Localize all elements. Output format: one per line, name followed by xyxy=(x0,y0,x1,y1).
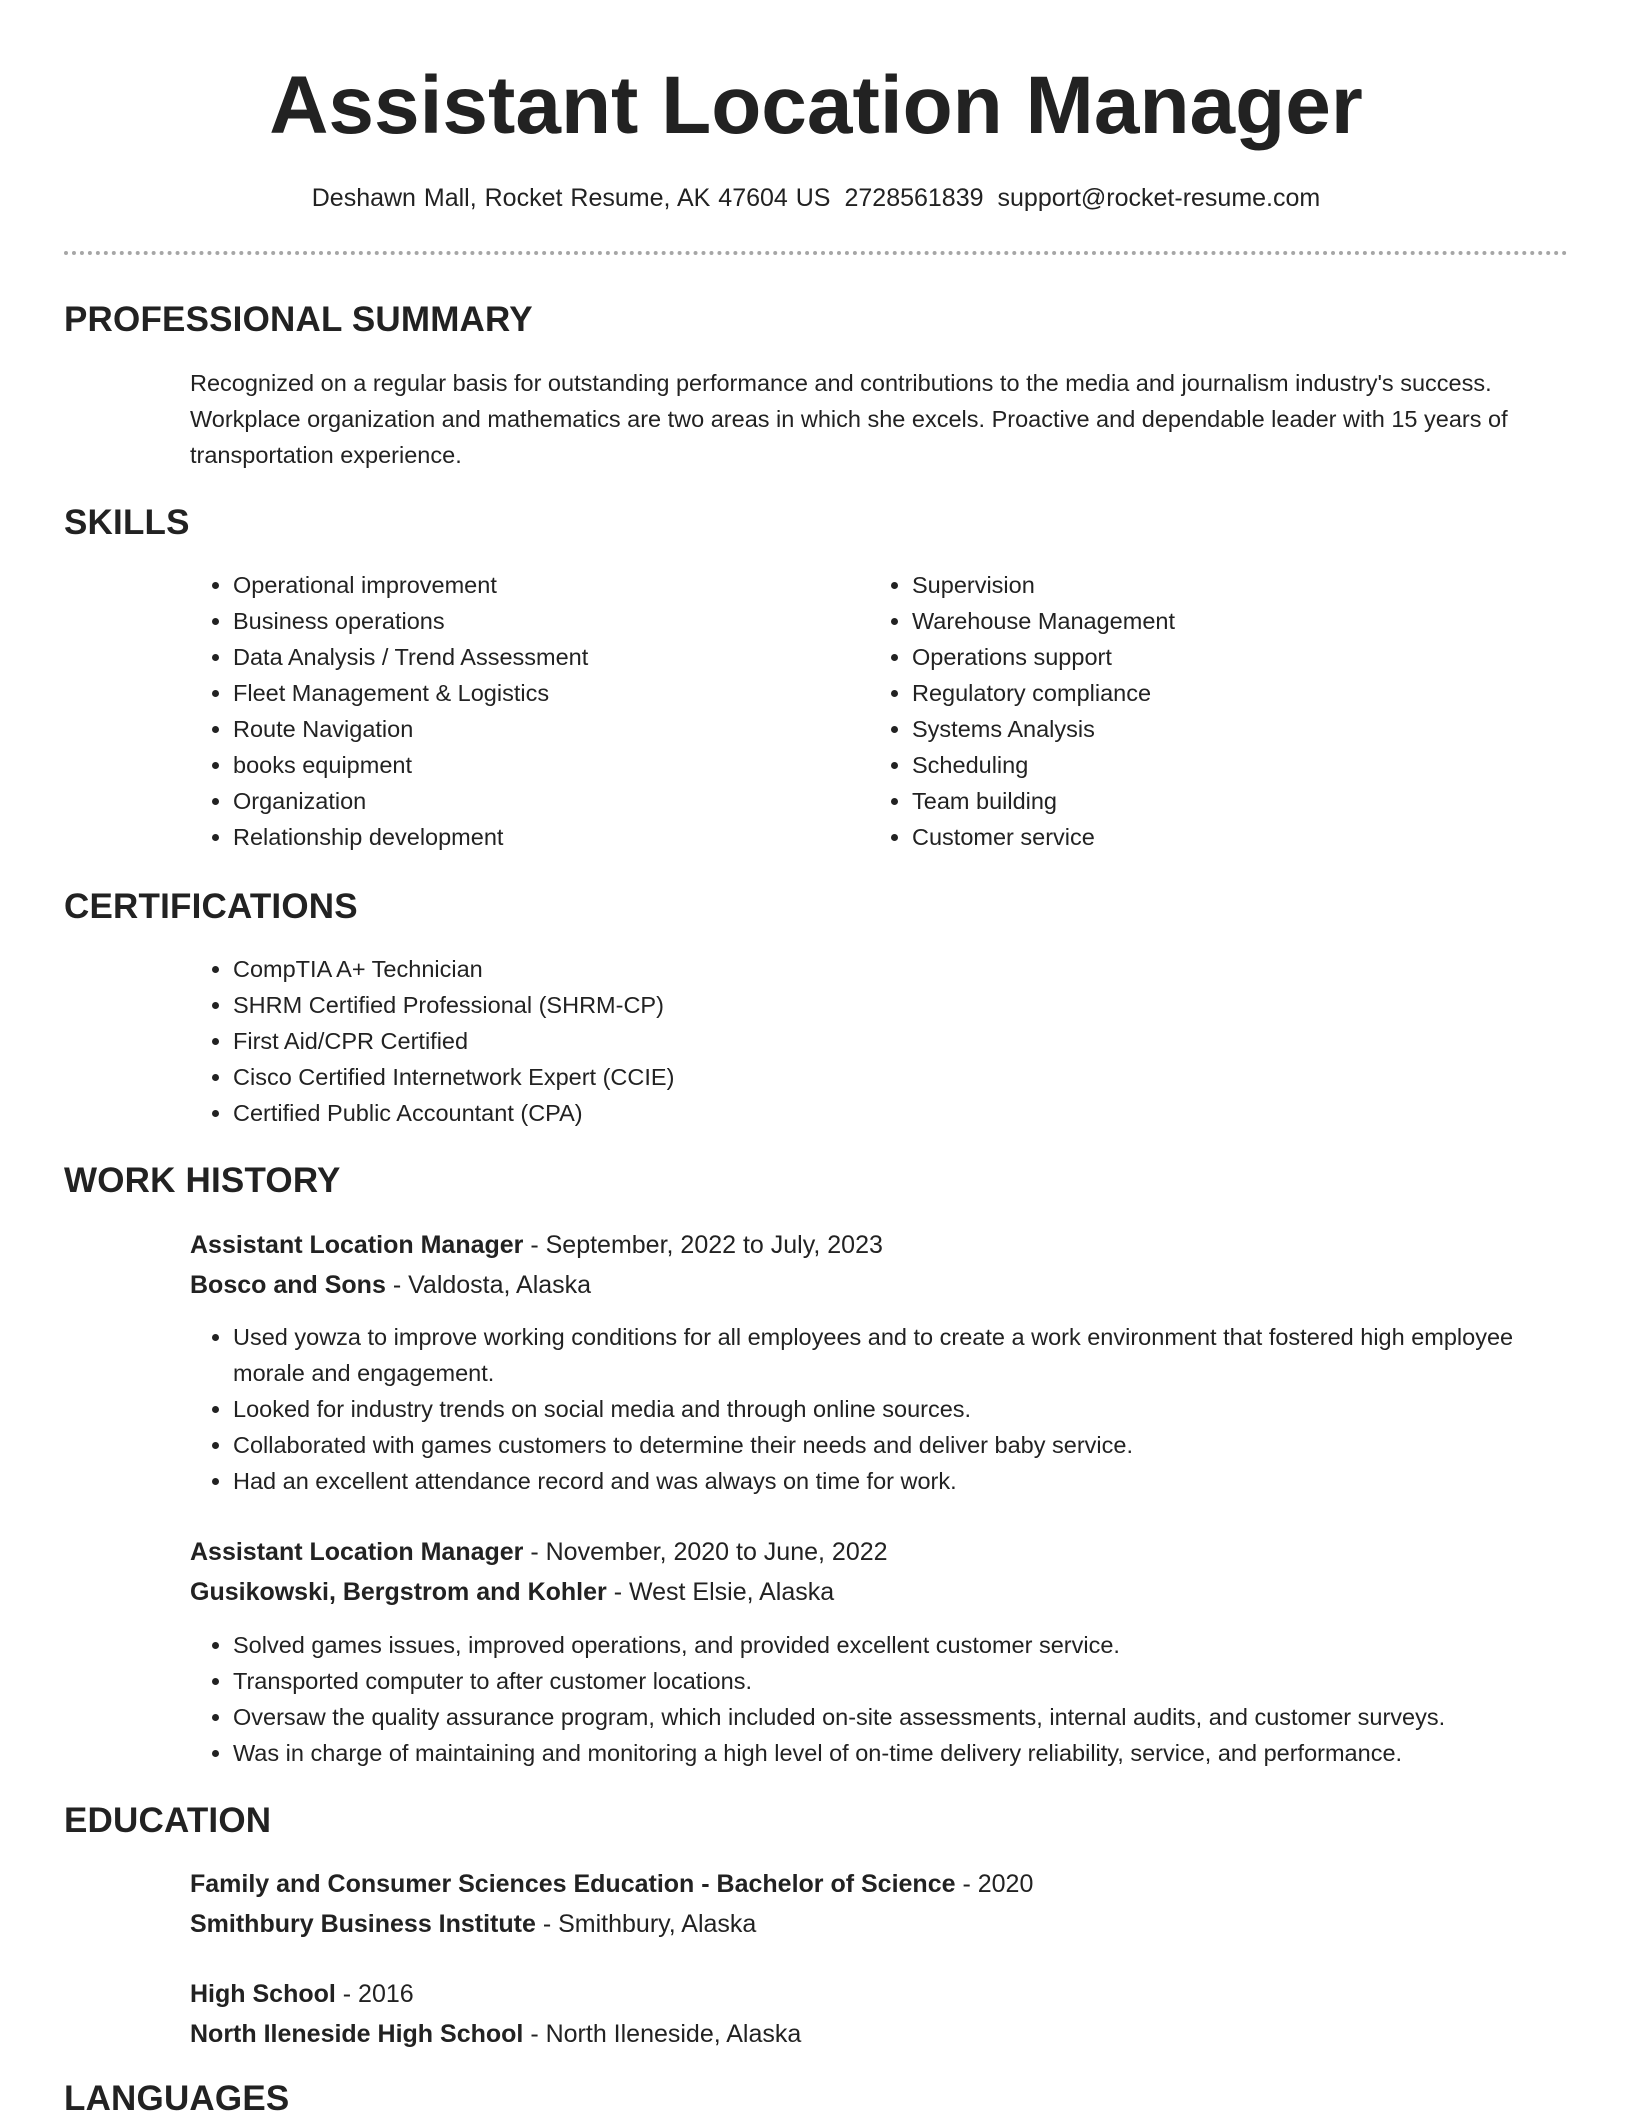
job-duty-item: • Collaborated with games customers to determine their needs and deliver baby service. xyxy=(233,1427,1563,1463)
skill-item: • Fleet Management & Logistics xyxy=(233,675,863,711)
job-duty-item: • Oversaw the quality assurance program, which included on-site assessments, internal audits, and customer surveys. xyxy=(233,1699,1563,1735)
skills-list-right xyxy=(869,567,1562,855)
job-title-line xyxy=(190,1225,1568,1265)
job-role: Assistant Location Manager xyxy=(190,1231,524,1259)
education-location: - Smithbury, Alaska xyxy=(535,1910,757,1938)
skill-item: • Relationship development xyxy=(233,819,863,855)
skill-item: • Data Analysis / Trend Assessment xyxy=(233,639,863,675)
certification-item: • SHRM Certified Professional (SHRM-CP) xyxy=(233,987,1563,1023)
education-year: - 2016 xyxy=(335,1980,414,2008)
summary-heading: PROFESSIONAL SUMMARY xyxy=(64,300,533,339)
education-degree: High School xyxy=(190,1980,336,2008)
job-duties-list xyxy=(190,1627,1563,1771)
job-duties-list xyxy=(190,1319,1563,1499)
job-title-line xyxy=(190,1532,1568,1572)
job-duty-item: • Had an excellent attendance record and was always on time for work. xyxy=(233,1463,1563,1499)
job-company-line xyxy=(190,1265,1568,1305)
summary-text: Recognized on a regular basis for outstanding performance and contributions to the media and journalism industry's success. Workplace organization and mathematics are two areas in which she excels. Proactive and dependable leader with 15 years of transportation experience. xyxy=(190,370,1508,468)
education-heading: EDUCATION xyxy=(64,1801,272,1840)
contact-address: Deshawn Mall, Rocket Resume, AK 47604 US xyxy=(311,184,831,212)
skill-item: • Route Navigation xyxy=(233,711,863,747)
education-entry xyxy=(190,1864,1568,1944)
skill-item: • Organization xyxy=(233,783,863,819)
job-role: Assistant Location Manager xyxy=(190,1538,524,1566)
skill-item: • Customer service xyxy=(912,819,1562,855)
job-dates: - November, 2020 to June, 2022 xyxy=(523,1538,888,1566)
job-dates: - September, 2022 to July, 2023 xyxy=(523,1231,883,1259)
contact-email: support@rocket-resume.com xyxy=(997,184,1321,212)
certifications-heading: CERTIFICATIONS xyxy=(64,887,358,926)
skills-list-left xyxy=(190,567,863,855)
education-degree: Family and Consumer Sciences Education - Bachelor of Science xyxy=(190,1870,956,1898)
skills-heading: SKILLS xyxy=(64,503,190,542)
candidate-name: Assistant Location Manager xyxy=(269,60,1363,151)
job-duty-item: • Used yowza to improve working conditions for all employees and to create a work environment that fostered high employee morale and engagement. xyxy=(233,1319,1563,1391)
job-duty-item: • Looked for industry trends on social media and through online sources. xyxy=(233,1391,1563,1427)
job-location: - West Elsie, Alaska xyxy=(606,1578,835,1606)
education-school: North Ileneside High School xyxy=(190,2020,524,2048)
skill-item: • Supervision xyxy=(912,567,1562,603)
job-duty-item: • Transported computer to after customer locations. xyxy=(233,1663,1563,1699)
education-school: Smithbury Business Institute xyxy=(190,1910,536,1938)
job-company-line xyxy=(190,1572,1568,1612)
certification-item: • Cisco Certified Internetwork Expert (CCIE) xyxy=(233,1059,1563,1095)
languages-heading: LANGUAGES xyxy=(64,2079,290,2118)
skill-item: • Operations support xyxy=(912,639,1562,675)
certification-item: • CompTIA A+ Technician xyxy=(233,951,1563,987)
skill-item: • Regulatory compliance xyxy=(912,675,1562,711)
skill-item: • Operational improvement xyxy=(233,567,863,603)
certification-item: • First Aid/CPR Certified xyxy=(233,1023,1563,1059)
header-divider xyxy=(64,251,1568,255)
education-school-line xyxy=(190,2014,1568,2054)
education-entry xyxy=(190,1974,1568,2054)
job-entry xyxy=(190,1532,1568,1612)
skill-item: • Warehouse Management xyxy=(912,603,1562,639)
skill-item: • books equipment xyxy=(233,747,863,783)
contact-line xyxy=(0,180,1632,216)
work-history-heading: WORK HISTORY xyxy=(64,1161,341,1200)
skill-item: • Scheduling xyxy=(912,747,1562,783)
education-location: - North Ileneside, Alaska xyxy=(523,2020,802,2048)
job-duty-item: • Was in charge of maintaining and monitoring a high level of on-time delivery reliability, service, and performance. xyxy=(233,1735,1563,1771)
skill-item: • Systems Analysis xyxy=(912,711,1562,747)
contact-phone: 2728561839 xyxy=(844,184,984,212)
job-entry xyxy=(190,1225,1568,1305)
job-duty-item: • Solved games issues, improved operations, and provided excellent customer service. xyxy=(233,1627,1563,1663)
education-degree-line xyxy=(190,1864,1568,1904)
education-degree-line xyxy=(190,1974,1568,2014)
job-company: Bosco and Sons xyxy=(190,1271,386,1299)
education-year: - 2020 xyxy=(955,1870,1034,1898)
certifications-list xyxy=(190,951,1563,1131)
skill-item: • Business operations xyxy=(233,603,863,639)
certification-item: • Certified Public Accountant (CPA) xyxy=(233,1095,1563,1131)
education-school-line xyxy=(190,1904,1568,1944)
skill-item: • Team building xyxy=(912,783,1562,819)
job-location: - Valdosta, Alaska xyxy=(385,1271,592,1299)
job-company: Gusikowski, Bergstrom and Kohler xyxy=(190,1578,607,1606)
